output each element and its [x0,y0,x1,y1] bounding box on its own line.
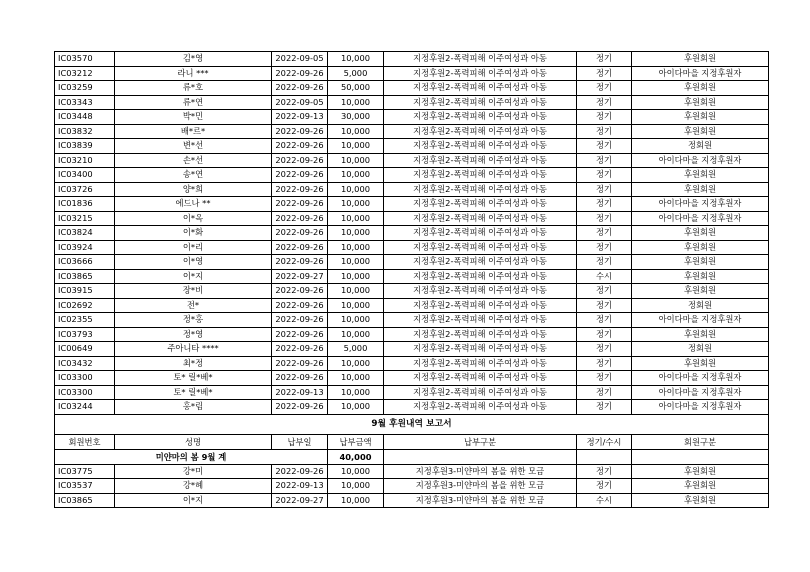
cell-member-id: IC03244 [55,400,115,415]
cell-type: 정기 [577,371,632,386]
donation-report-table [54,51,769,508]
cell-name: 최*정 [115,356,272,371]
table-row [55,81,769,96]
cell-category: 지정후원2-폭력피해 이주여성과 아동 [384,139,577,154]
table-row [55,226,769,241]
total-row [55,449,769,464]
cell-category: 지정후원2-폭력피해 이주여성과 아동 [384,52,577,67]
cell-type: 정기 [577,139,632,154]
cell-date: 2022-09-26 [272,356,328,371]
cell-type: 정기 [577,124,632,139]
cell-category: 지정후원2-폭력피해 이주여성과 아동 [384,356,577,371]
cell-category: 지정후원2-폭력피해 이주여성과 아동 [384,400,577,415]
table-row [55,298,769,313]
cell-member-type: 후원회원 [632,124,769,139]
cell-category: 지정후원3-미얀마의 봄을 위한 모금 [384,464,577,479]
cell-name: 이*영 [115,255,272,270]
cell-type: 정기 [577,356,632,371]
cell-member-type: 후원회원 [632,110,769,125]
cell-name: 주아니타 **** [115,342,272,357]
cell-member-type: 후원회원 [632,479,769,494]
cell-member-id: IC03839 [55,139,115,154]
table-row [55,479,769,494]
cell-name: 홍*림 [115,400,272,415]
cell-member-type: 아이다마을 지정후원자 [632,371,769,386]
cell-name: 김*영 [115,52,272,67]
cell-name: 배*르* [115,124,272,139]
cell-category: 지정후원2-폭력피해 이주여성과 아동 [384,327,577,342]
cell-category: 지정후원2-폭력피해 이주여성과 아동 [384,182,577,197]
cell-amount: 10,000 [328,197,384,212]
header-name: 성명 [115,434,272,449]
cell-category: 지정후원2-폭력피해 이주여성과 아동 [384,313,577,328]
table-row [55,124,769,139]
cell-member-type: 후원회원 [632,182,769,197]
cell-member-type: 아이다마을 지정후원자 [632,66,769,81]
table-row [55,356,769,371]
cell-amount: 10,000 [328,240,384,255]
cell-amount: 10,000 [328,400,384,415]
cell-name: 류*호 [115,81,272,96]
cell-member-id: IC00649 [55,342,115,357]
cell-type: 정기 [577,197,632,212]
cell-type: 정기 [577,240,632,255]
total-empty-3 [632,449,769,464]
table-row [55,342,769,357]
cell-amount: 10,000 [328,255,384,270]
cell-type: 정기 [577,81,632,96]
cell-date: 2022-09-26 [272,197,328,212]
cell-date: 2022-09-26 [272,371,328,386]
cell-member-type: 후원회원 [632,327,769,342]
cell-category: 지정후원2-폭력피해 이주여성과 아동 [384,226,577,241]
cell-date: 2022-09-26 [272,211,328,226]
cell-amount: 10,000 [328,139,384,154]
cell-date: 2022-09-05 [272,52,328,67]
cell-member-type: 후원회원 [632,284,769,299]
total-label: 미얀마의 봄 9월 계 [55,449,328,464]
header-category: 납부구분 [384,434,577,449]
cell-amount: 10,000 [328,356,384,371]
header-amount: 납부금액 [328,434,384,449]
cell-date: 2022-09-27 [272,269,328,284]
cell-category: 지정후원2-폭력피해 이주여성과 아동 [384,124,577,139]
total-empty-2 [577,449,632,464]
cell-category: 지정후원2-폭력피해 이주여성과 아동 [384,110,577,125]
cell-category: 지정후원2-폭력피해 이주여성과 아동 [384,298,577,313]
header-member-type: 회원구분 [632,434,769,449]
lower-rows [55,464,769,508]
cell-name: 전* [115,298,272,313]
cell-category: 지정후원2-폭력피해 이주여성과 아동 [384,211,577,226]
cell-type: 정기 [577,168,632,183]
cell-amount: 10,000 [328,327,384,342]
cell-amount: 10,000 [328,385,384,400]
cell-amount: 10,000 [328,313,384,328]
cell-category: 지정후원2-폭력피해 이주여성과 아동 [384,66,577,81]
cell-member-type: 후원회원 [632,356,769,371]
cell-member-id: IC03666 [55,255,115,270]
cell-name: 정*영 [115,327,272,342]
cell-amount: 10,000 [328,371,384,386]
cell-name: 류*연 [115,95,272,110]
cell-name: 변*선 [115,139,272,154]
cell-member-id: IC03343 [55,95,115,110]
table-row [55,139,769,154]
cell-name: 이*지 [115,493,272,508]
cell-member-type: 아이다마을 지정후원자 [632,385,769,400]
cell-type: 정기 [577,255,632,270]
report-section [55,414,769,464]
cell-amount: 10,000 [328,226,384,241]
cell-type: 정기 [577,110,632,125]
cell-date: 2022-09-13 [272,385,328,400]
cell-amount: 10,000 [328,464,384,479]
cell-member-type: 정회원 [632,342,769,357]
table-row [55,327,769,342]
cell-type: 정기 [577,284,632,299]
report-title: 9월 후원내역 보고서 [55,414,769,434]
cell-member-type: 후원회원 [632,52,769,67]
cell-member-type: 정회원 [632,298,769,313]
cell-date: 2022-09-05 [272,95,328,110]
cell-member-type: 정회원 [632,139,769,154]
table-row [55,385,769,400]
table-row [55,153,769,168]
cell-date: 2022-09-26 [272,226,328,241]
cell-date: 2022-09-27 [272,493,328,508]
cell-member-id: IC03400 [55,168,115,183]
cell-category: 지정후원2-폭력피해 이주여성과 아동 [384,95,577,110]
cell-date: 2022-09-26 [272,153,328,168]
cell-category: 지정후원2-폭력피해 이주여성과 아동 [384,255,577,270]
cell-name: 이*지 [115,269,272,284]
cell-member-id: IC02355 [55,313,115,328]
cell-type: 정기 [577,226,632,241]
cell-member-id: IC03215 [55,211,115,226]
cell-amount: 10,000 [328,52,384,67]
cell-type: 정기 [577,298,632,313]
cell-category: 지정후원3-미얀마의 봄을 위한 모금 [384,493,577,508]
cell-type: 정기 [577,182,632,197]
cell-member-id: IC01836 [55,197,115,212]
table-row [55,110,769,125]
cell-name: 토* 릴*베* [115,385,272,400]
cell-type: 정기 [577,385,632,400]
cell-category: 지정후원2-폭력피해 이주여성과 아동 [384,342,577,357]
cell-type: 정기 [577,327,632,342]
header-member-id: 회원번호 [55,434,115,449]
cell-member-type: 후원회원 [632,255,769,270]
cell-date: 2022-09-26 [272,327,328,342]
cell-amount: 30,000 [328,110,384,125]
cell-category: 지정후원2-폭력피해 이주여성과 아동 [384,168,577,183]
cell-member-id: IC03448 [55,110,115,125]
cell-member-id: IC03259 [55,81,115,96]
cell-type: 정기 [577,211,632,226]
cell-type: 정기 [577,52,632,67]
cell-date: 2022-09-26 [272,139,328,154]
table-row [55,52,769,67]
cell-amount: 10,000 [328,269,384,284]
cell-name: 양*희 [115,182,272,197]
cell-category: 지정후원3-미얀마의 봄을 위한 모금 [384,479,577,494]
cell-date: 2022-09-26 [272,313,328,328]
report-title-row [55,414,769,434]
table-row [55,182,769,197]
cell-name: 토* 릴*베* [115,371,272,386]
cell-name: 라니 *** [115,66,272,81]
cell-member-type: 아이다마을 지정후원자 [632,211,769,226]
cell-member-type: 아이다마을 지정후원자 [632,313,769,328]
cell-member-id: IC03924 [55,240,115,255]
table-row [55,313,769,328]
cell-category: 지정후원2-폭력피해 이주여성과 아동 [384,153,577,168]
cell-amount: 50,000 [328,81,384,96]
cell-amount: 10,000 [328,95,384,110]
cell-name: 강*미 [115,464,272,479]
cell-amount: 5,000 [328,66,384,81]
total-empty-1 [384,449,577,464]
cell-member-id: IC03300 [55,385,115,400]
cell-name: 이*리 [115,240,272,255]
cell-type: 정기 [577,342,632,357]
cell-member-id: IC03775 [55,464,115,479]
cell-amount: 5,000 [328,342,384,357]
cell-member-type: 후원회원 [632,493,769,508]
cell-type: 정기 [577,479,632,494]
cell-amount: 10,000 [328,284,384,299]
cell-member-id: IC03865 [55,493,115,508]
header-date: 납부일 [272,434,328,449]
table-row [55,371,769,386]
table-row [55,284,769,299]
cell-member-type: 후원회원 [632,95,769,110]
cell-name: 정*홍 [115,313,272,328]
cell-member-id: IC02692 [55,298,115,313]
cell-member-id: IC03793 [55,327,115,342]
cell-member-id: IC03212 [55,66,115,81]
cell-category: 지정후원2-폭력피해 이주여성과 아동 [384,385,577,400]
table-row [55,493,769,508]
upper-rows [55,52,769,415]
cell-member-type: 아이다마을 지정후원자 [632,197,769,212]
cell-amount: 10,000 [328,168,384,183]
cell-amount: 10,000 [328,153,384,168]
cell-category: 지정후원2-폭력피해 이주여성과 아동 [384,81,577,96]
cell-member-id: IC03537 [55,479,115,494]
cell-date: 2022-09-26 [272,255,328,270]
cell-date: 2022-09-26 [272,168,328,183]
cell-category: 지정후원2-폭력피해 이주여성과 아동 [384,240,577,255]
cell-member-id: IC03300 [55,371,115,386]
cell-name: 이*화 [115,226,272,241]
cell-name: 박*민 [115,110,272,125]
cell-type: 정기 [577,400,632,415]
cell-member-id: IC03432 [55,356,115,371]
cell-date: 2022-09-26 [272,400,328,415]
cell-amount: 10,000 [328,182,384,197]
cell-member-type: 후원회원 [632,464,769,479]
cell-amount: 10,000 [328,493,384,508]
cell-member-id: IC03570 [55,52,115,67]
cell-amount: 10,000 [328,211,384,226]
cell-type: 수시 [577,269,632,284]
cell-category: 지정후원2-폭력피해 이주여성과 아동 [384,269,577,284]
cell-type: 정기 [577,313,632,328]
cell-date: 2022-09-26 [272,124,328,139]
cell-name: 에드나 ** [115,197,272,212]
table-row [55,255,769,270]
cell-date: 2022-09-26 [272,240,328,255]
cell-member-type: 후원회원 [632,269,769,284]
cell-date: 2022-09-13 [272,110,328,125]
total-amount: 40,000 [328,449,384,464]
cell-date: 2022-09-26 [272,464,328,479]
cell-member-type: 후원회원 [632,168,769,183]
cell-name: 강*혜 [115,479,272,494]
cell-date: 2022-09-26 [272,182,328,197]
cell-type: 수시 [577,493,632,508]
cell-date: 2022-09-26 [272,298,328,313]
table-row [55,168,769,183]
cell-category: 지정후원2-폭력피해 이주여성과 아동 [384,371,577,386]
table-row [55,240,769,255]
table-row [55,211,769,226]
table-row [55,400,769,415]
table-row [55,197,769,212]
cell-member-id: IC03824 [55,226,115,241]
cell-member-type: 아이다마을 지정후원자 [632,153,769,168]
cell-member-id: IC03832 [55,124,115,139]
cell-type: 정기 [577,464,632,479]
table-row [55,269,769,284]
cell-member-type: 후원회원 [632,81,769,96]
cell-date: 2022-09-26 [272,66,328,81]
table-row [55,66,769,81]
cell-category: 지정후원2-폭력피해 이주여성과 아동 [384,197,577,212]
cell-type: 정기 [577,153,632,168]
table-row [55,464,769,479]
cell-amount: 10,000 [328,298,384,313]
cell-name: 손*선 [115,153,272,168]
cell-member-id: IC03210 [55,153,115,168]
table-row [55,95,769,110]
cell-member-id: IC03865 [55,269,115,284]
cell-name: 장*비 [115,284,272,299]
cell-category: 지정후원2-폭력피해 이주여성과 아동 [384,284,577,299]
cell-amount: 10,000 [328,124,384,139]
cell-name: 송*연 [115,168,272,183]
cell-date: 2022-09-26 [272,284,328,299]
cell-type: 정기 [577,66,632,81]
cell-member-type: 후원회원 [632,226,769,241]
cell-type: 정기 [577,95,632,110]
cell-name: 이*옥 [115,211,272,226]
cell-member-id: IC03915 [55,284,115,299]
cell-amount: 10,000 [328,479,384,494]
cell-member-type: 후원회원 [632,240,769,255]
cell-date: 2022-09-13 [272,479,328,494]
cell-date: 2022-09-26 [272,81,328,96]
cell-date: 2022-09-26 [272,342,328,357]
column-header-row [55,434,769,449]
header-type: 정기/수시 [577,434,632,449]
cell-member-type: 아이다마을 지정후원자 [632,400,769,415]
cell-member-id: IC03726 [55,182,115,197]
